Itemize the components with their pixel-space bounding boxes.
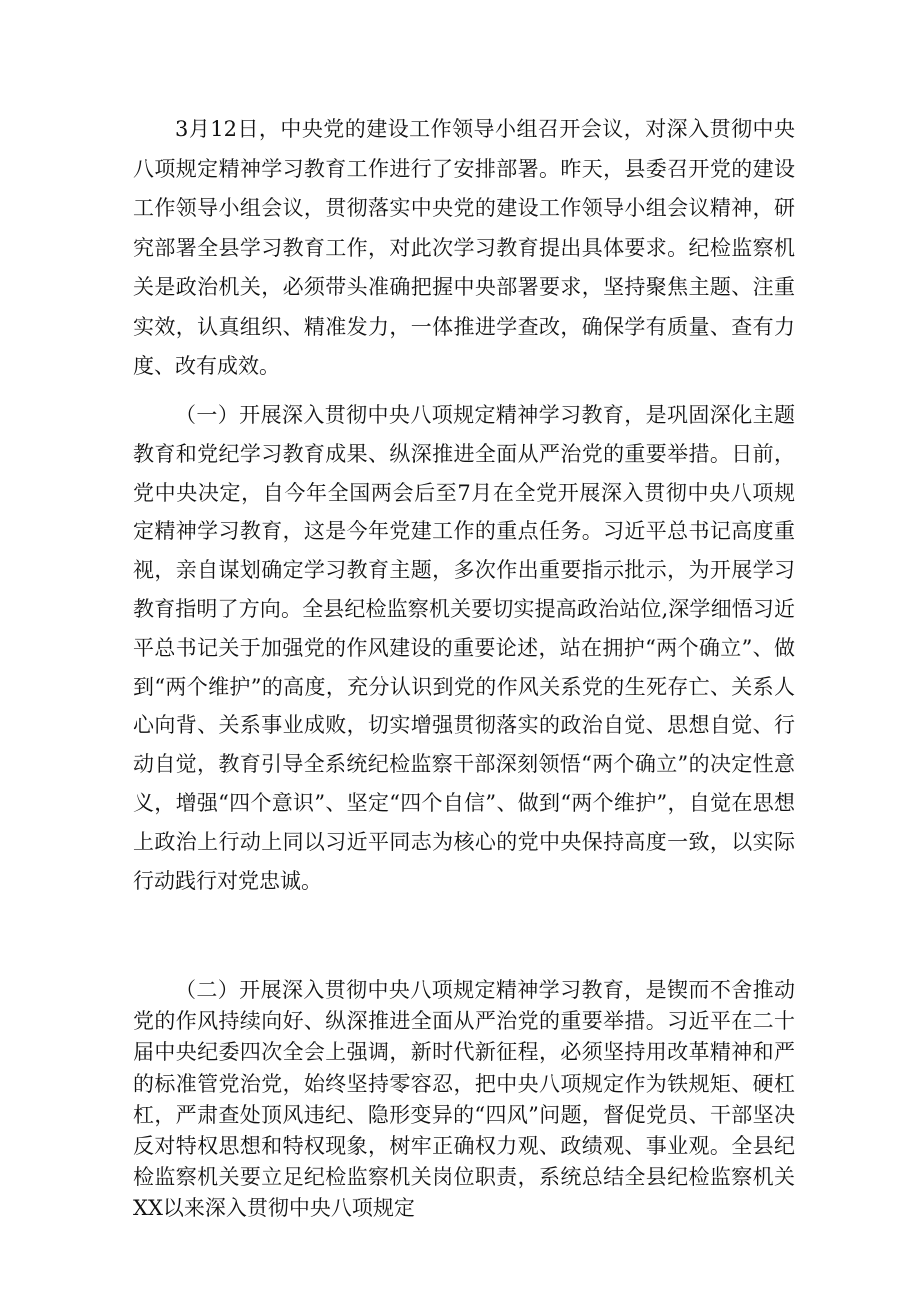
paragraph-section-two: （二）开展深入贯彻中央八项规定精神学习教育，是锲而不舍推动党的作风持续向好、纵深推进全面从严治党的重要举措。习近平在二十届中央纪委四次全会上强调，新时代新征程，必须坚持用改革精神和严的标准管党治党，始终坚持零容忍，把中央八项规定作为铁规矩、硬杠杠，严肃查处顶风违纪、隐形变异的“四风”问题，督促党员、干部坚决反对特权思想和特权现象，树牢正确权力观、政绩观、事业观。全县纪检监察机关要立足纪检监察机关岗位职责，系统总结全县纪检监察机关XX以来深入贯彻中央八项规定 <box>133 978 795 1221</box>
paragraph-intro: 3月12日，中央党的建设工作领导小组召开会议，对深入贯彻中央八项规定精神学习教育工作进行了安排部署。昨天，县委召开党的建设工作领导小组会议，贯彻落实中央党的建设工作领导小组会议精神，研究部署全县学习教育工作，对此次学习教育提出具体要求。纪检监察机关是政治机关，必须带头准确把握中央部署要求，坚持聚焦主题、注重实效，认真组织、精准发力，一体推进学查改，确保学有质量、查有力度、改有成效。 <box>133 117 795 378</box>
paragraph-section-one: （一）开展深入贯彻中央八项规定精神学习教育，是巩固深化主题教育和党纪学习教育成果、纵深推进全面从严治党的重要举措。日前，党中央决定，自今年全国两会后至7月在全党开展深入贯彻中央八项规定精神学习教育，这是今年党建工作的重点任务。习近平总书记高度重视，亲自谋划确定学习教育主题，多次作出重要指示批示，为开展学习教育指明了方向。全县纪检监察机关要切实提高政治站位,深学细悟习近平总书记关于加强党的作风建设的重要论述，站在拥护“两个确立”、做到“两个维护”的高度，充分认识到党的作风关系党的生死存亡、关系人心向背、关系事业成败，切实增强贯彻落实的政治自觉、思想自觉、行动自觉，教育引导全系统纪检监察干部深刻领悟“两个确立”的决定性意义，增强“四个意识”、坚定“四个自信”、做到“两个维护”，自觉在思想上政治上行动上同以习近平同志为核心的党中央保持高度一致，以实际行动践行对党忠诚。 <box>133 403 795 893</box>
